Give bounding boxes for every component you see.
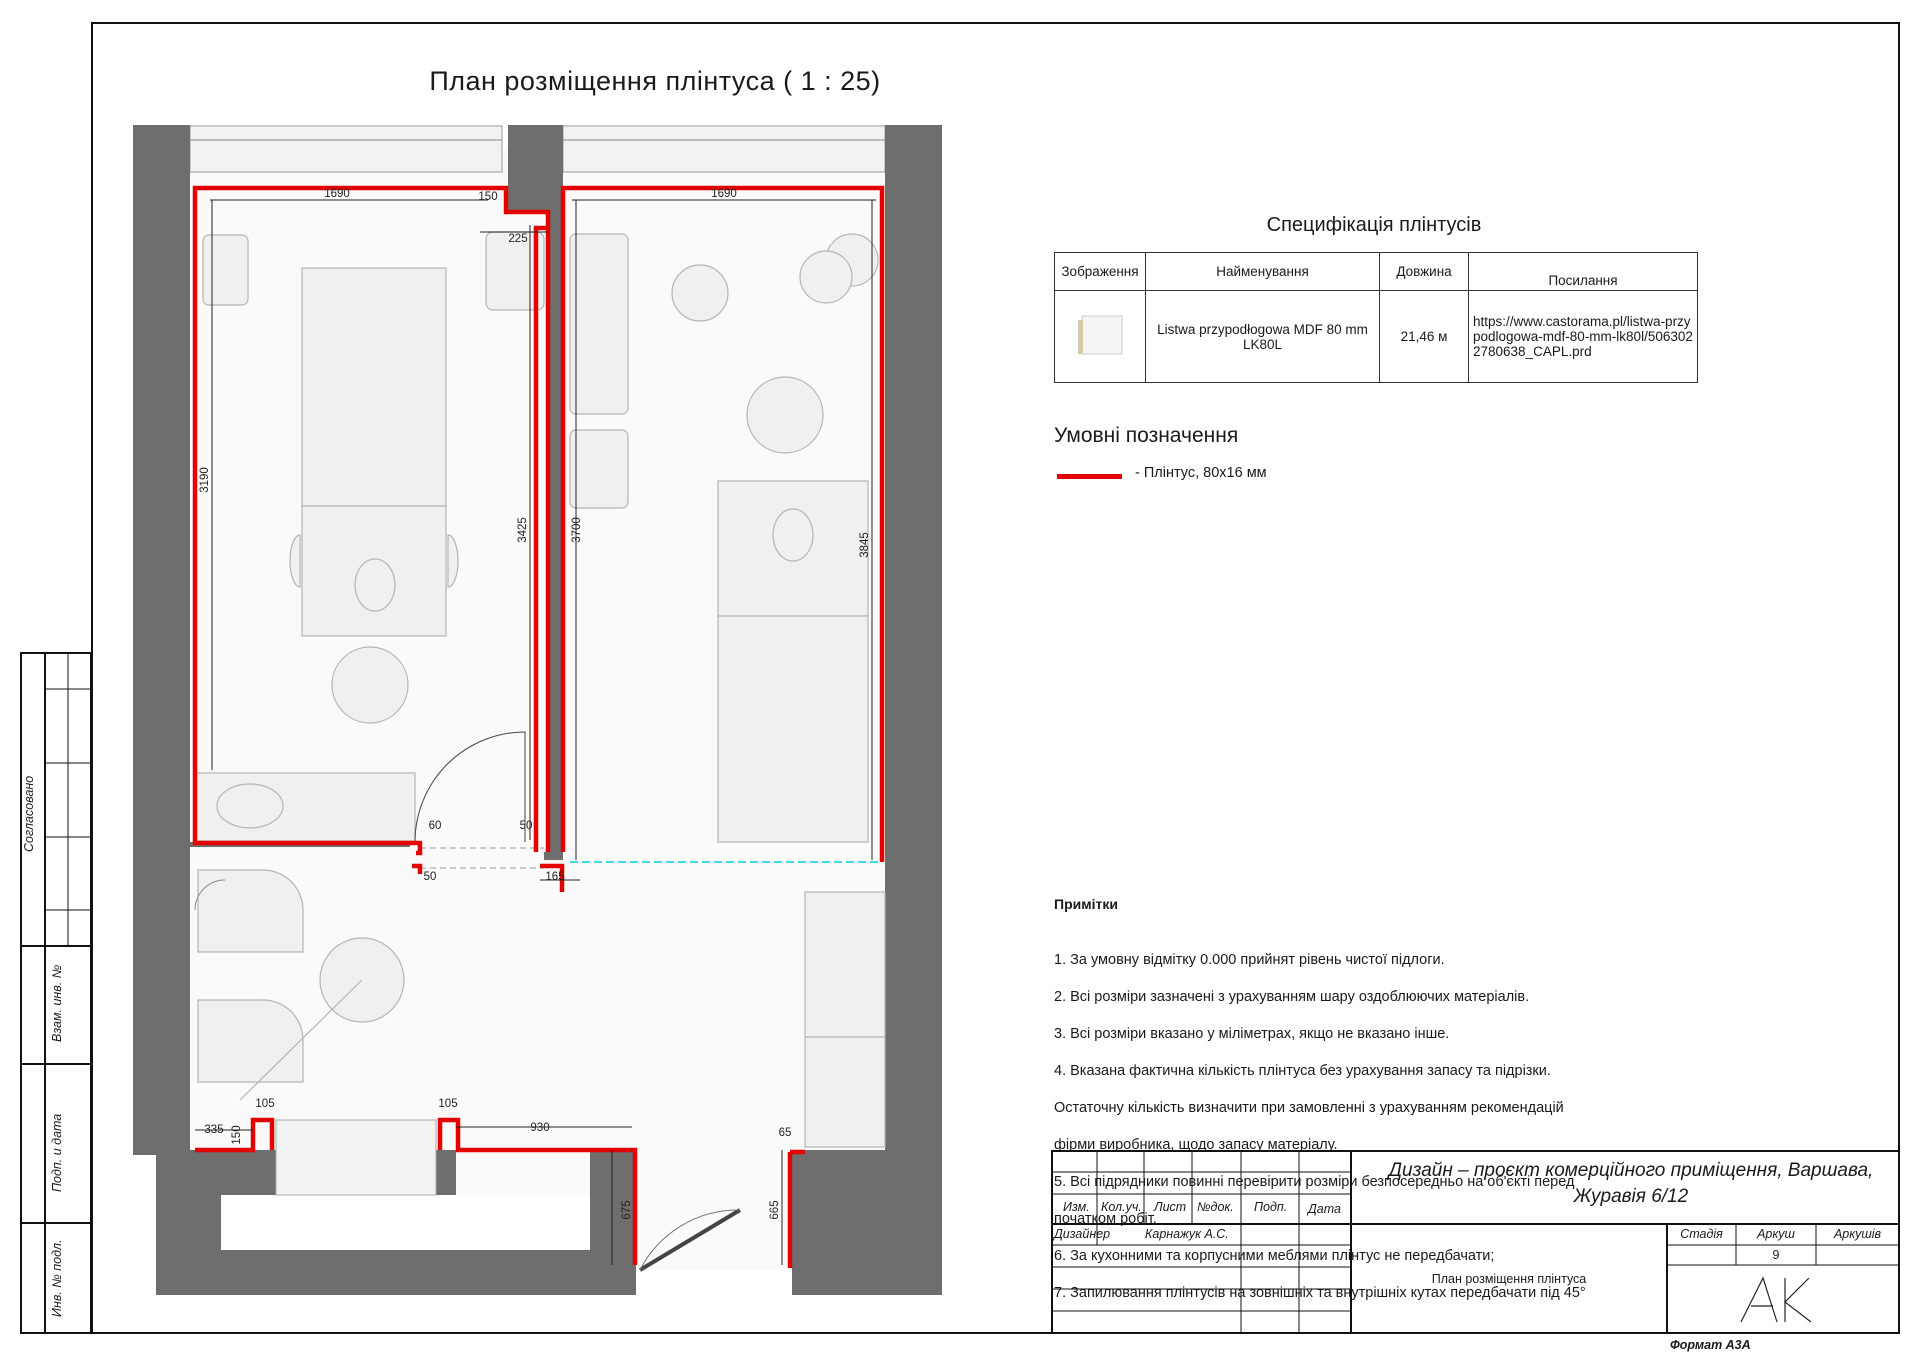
- dim-60: 60: [428, 820, 442, 832]
- dim-3700: 3700: [571, 517, 583, 543]
- notes-title: Примітки: [1054, 896, 1118, 912]
- stage-label: Стадія: [1680, 1227, 1723, 1241]
- armchair-2: [198, 1000, 303, 1082]
- massage-table-bottom: [718, 616, 868, 842]
- dim-665: 665: [769, 1200, 781, 1220]
- side-stamp: [20, 652, 92, 1334]
- dim-105-a: 105: [255, 1098, 275, 1110]
- stool: [355, 559, 395, 611]
- dim-675: 675: [621, 1200, 633, 1220]
- note-item: 5. Всі підрядники повинні перевірити розміри безпосередньо на об'єкті перед: [1054, 1173, 1575, 1190]
- page-title: План розміщення плінтуса ( 1 : 25): [429, 66, 881, 96]
- dim-3425: 3425: [517, 517, 529, 543]
- skirting-thumbnail: [1070, 310, 1130, 360]
- logo-icon: [1741, 1278, 1811, 1322]
- note-item: 4. Вказана фактична кількість плінтуса без урахування запасу та підрізки.: [1054, 1062, 1551, 1079]
- spec-name: Listwa przypodłogowa MDF 80 mm LK80L: [1146, 291, 1380, 383]
- office-chair-left: [332, 647, 408, 723]
- note-item: 6. За кухонними та корпусними меблями плінтус не передбачати;: [1054, 1247, 1495, 1264]
- dim-150-top: 150: [478, 191, 498, 203]
- spec-header-link: Посилання: [1469, 253, 1698, 291]
- dim-225: 225: [508, 233, 528, 245]
- note-item: фірми виробника, щодо запасу матеріалу.: [1054, 1136, 1338, 1153]
- dim-1690-left: 1690: [324, 188, 350, 200]
- note-item: 2. Всі розміри зазначені з урахуванням шару оздоблюючих матеріалів.: [1054, 988, 1530, 1005]
- dim-335: 335: [204, 1124, 224, 1136]
- dim-3190: 3190: [199, 467, 211, 493]
- spec-length: 21,46 м: [1380, 291, 1469, 383]
- side-swap-inv: Взам. инв. №: [50, 964, 64, 1042]
- col-kol: Кол.уч.: [1101, 1200, 1142, 1214]
- side-sign-date: Подп. и дата: [50, 1113, 64, 1192]
- window-right: [563, 126, 885, 172]
- format-label: Формат А3А: [1670, 1338, 1751, 1352]
- sink: [217, 784, 283, 828]
- spec-header-image: Зображення: [1055, 253, 1146, 291]
- col-doc: №док.: [1197, 1200, 1234, 1214]
- side-agreed: Согласовано: [22, 775, 36, 852]
- col-list: Лист: [1154, 1200, 1187, 1214]
- designer-name: Карнажук А.С.: [1145, 1227, 1229, 1241]
- note-item: 1. За умовну відмітку 0.000 прийнят рівень чистої підлоги.: [1054, 951, 1445, 968]
- title-block: [1051, 1150, 1900, 1334]
- legend-skirting-swatch: [1057, 474, 1122, 479]
- shelf-2: [570, 430, 628, 508]
- spec-table: [1054, 252, 1698, 383]
- note-item: 3. Всі розміри вказано у міліметрах, якщо не вказано інше.: [1054, 1025, 1450, 1042]
- wardrobe-2: [805, 1037, 885, 1147]
- dim-65: 65: [778, 1127, 792, 1139]
- dim-1690-right: 1690: [711, 188, 737, 200]
- col-date: Дата: [1308, 1202, 1341, 1216]
- dim-105-b: 105: [438, 1098, 458, 1110]
- legend-title: Умовні позначення: [1054, 424, 1239, 447]
- dim-165: 165: [545, 871, 565, 883]
- chair-round: [672, 265, 728, 321]
- cabinet-1: [203, 235, 248, 305]
- designer-label: Дизайнер: [1054, 1227, 1111, 1241]
- note-item: 7. Запилювання плінтусів на зовнішніх та внутрішніх кутах передбачати під 45°: [1054, 1284, 1586, 1301]
- wardrobe-1: [805, 892, 885, 1037]
- sheet-label: Аркуш: [1757, 1227, 1795, 1241]
- sheet-number: 9: [1772, 1248, 1780, 1262]
- dim-50-b: 50: [423, 871, 437, 883]
- niche: [221, 1195, 590, 1250]
- sheets-label: Аркушів: [1833, 1227, 1882, 1241]
- note-item: Остаточну кількість визначити при замовленні з урахуванням рекомендацій: [1054, 1099, 1564, 1116]
- dim-150-bottom: 150: [231, 1125, 243, 1145]
- spec-header-name: Найменування: [1146, 253, 1380, 291]
- radiator: [276, 1120, 436, 1195]
- note-item: початком робіт.: [1054, 1210, 1157, 1227]
- col-sign: Подп.: [1254, 1200, 1288, 1214]
- window-left: [190, 126, 502, 172]
- spec-image-cell: [1055, 291, 1146, 383]
- sheet-title: План розміщення плінтуса: [1431, 1272, 1587, 1286]
- col-izm: Изм.: [1063, 1200, 1090, 1214]
- legend-skirting-label: - Плінтус, 80х16 мм: [1135, 465, 1267, 481]
- dim-930: 930: [530, 1122, 550, 1134]
- spec-header-length: Довжина: [1380, 253, 1469, 291]
- project-title: Дизайн – проєкт комерційного приміщення, Варшава, Журавія 6/12: [1388, 1160, 1874, 1207]
- desk-top: [302, 268, 446, 506]
- dim-50-a: 50: [519, 820, 533, 832]
- dim-3845: 3845: [859, 532, 871, 558]
- office-chair-right: [747, 377, 823, 453]
- spec-title: Специфікація плінтусів: [1266, 214, 1482, 236]
- shelf-1: [570, 234, 628, 414]
- side-inv-number: Инв. № подл.: [50, 1239, 64, 1317]
- spec-link[interactable]: https://www.castorama.pl/listwa-przypodlogowa-mdf-80-mm-lk80l/5063022780638_CAPL.prd: [1469, 291, 1698, 383]
